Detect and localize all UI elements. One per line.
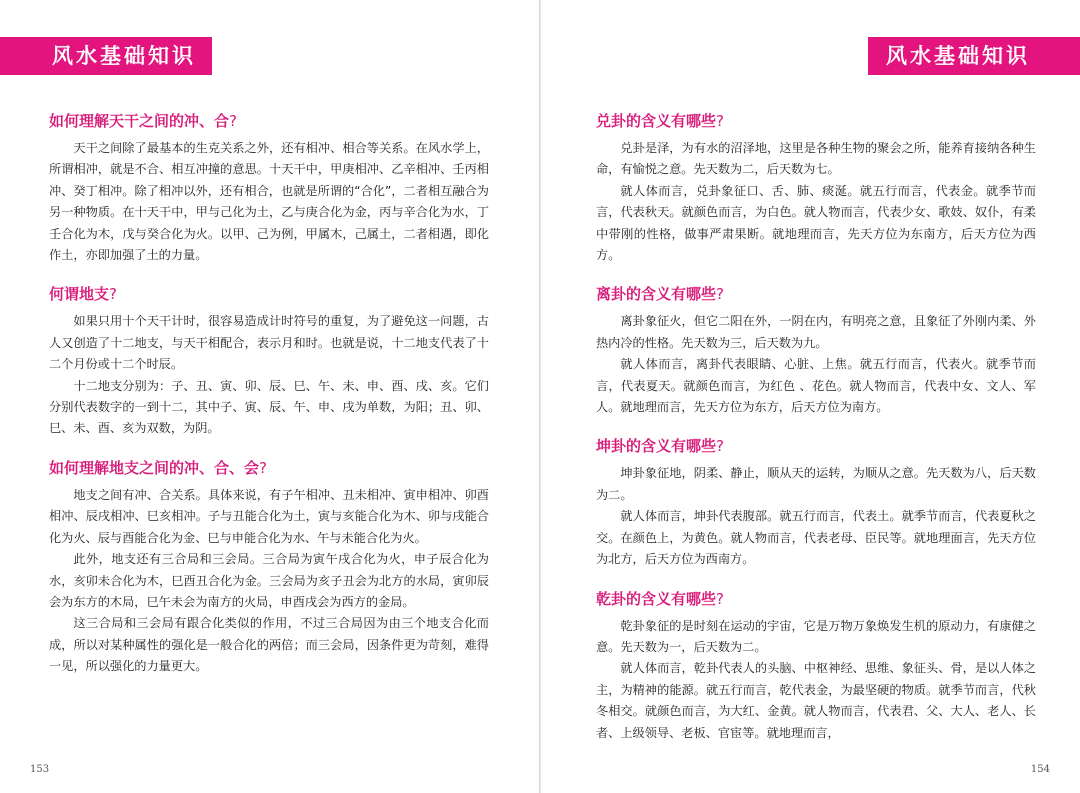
section-title: 离卦的含义有哪些? xyxy=(596,285,724,304)
chapter-banner: 风水基础知识 xyxy=(868,37,1080,75)
chapter-banner: 风水基础知识 xyxy=(0,37,212,75)
section-tiangan-chong-he xyxy=(49,110,489,266)
section-title: 坤卦的含义有哪些? xyxy=(596,437,724,456)
section-li-gua xyxy=(596,283,1036,418)
paragraph: 就人体而言，离卦代表眼睛、心脏、上焦。就五行而言，代表火。就季节而言，代表夏天。就颜色而言，为红色 、花色。就人物而言，代表中女、文人、军人。就地理而言，先天方位为东方，后天方位为南方。 xyxy=(596,357,1036,415)
left-page-content xyxy=(49,110,489,695)
page-number: 153 xyxy=(30,764,50,775)
section-title: 何谓地支? xyxy=(49,285,117,304)
paragraph: 如果只用十个天干计时，很容易造成计时符号的重复，为了避免这一问题，古人又创造了十二地支，与天干相配合，表示月和时。也就是说，十二地支代表了十二个月份或十二个时辰。 xyxy=(49,314,489,372)
right-page xyxy=(541,0,1080,793)
left-page xyxy=(0,0,539,793)
section-title: 如何理解天干之间的冲、合? xyxy=(49,112,237,130)
paragraph: 地支之间有冲、合关系。具体来说，有子午相冲、丑未相冲、寅申相冲、卯酉相冲、辰戌相冲、巳亥相冲。子与丑能合化为土，寅与亥能合化为木、卯与戌能合化为火、辰与酉能合化为金、巳与申能合化为水、午与未能合化为火。 xyxy=(49,487,489,545)
paragraph: 离卦象征火，但它二阳在外，一阴在内，有明亮之意，且象征了外刚内柔、外热内冷的性格。先天数为三，后天数为九。 xyxy=(596,314,1036,350)
paragraph: 此外，地支还有三合局和三会局。三合局为寅午戌合化为火，申子辰合化为水，亥卯未合化为木，巳酉丑合化为金。三会局为亥子丑会为北方的水局，寅卯辰会为东方的木局，巳午未会为南方的火局，申酉戌会为西方的金局。 xyxy=(49,552,489,609)
paragraph: 兑卦是泽，为有水的沼泽地，这里是各种生物的聚会之所，能养育接纳各种生命，有愉悦之意。先天数为二，后天数为七。 xyxy=(596,141,1036,177)
section-dui-gua xyxy=(596,110,1036,266)
section-dizhi-chong-he-hui xyxy=(49,457,489,678)
paragraph: 坤卦象征地，阴柔、静止，顺从天的运转，为顺从之意。先天数为八，后天数为二。 xyxy=(596,466,1036,502)
paragraph: 就人体而言，坤卦代表腹部。就五行而言，代表土。就季节而言，代表夏秋之交。在颜色上，为黄色。就人物而言，代表老母、臣民等。就地理面言，先天方位为北方，后天方位为西南方。 xyxy=(596,509,1036,567)
section-title: 如何理解地支之间的冲、合、会? xyxy=(49,458,267,477)
paragraph: 十二地支分别为：子、丑、寅、卯、辰、巳、午、未、申、酉、戌、亥。它们分别代表数字的一到十二，其中子、寅、辰、午、申、戌为单数，为阳；丑、卯、巳、未、酉、亥为双数，为阴。 xyxy=(49,378,489,436)
paragraph: 就人体而言，兑卦象征口、舌、肺、痰涎。就五行而言，代表金。就季节而言，代表秋天。就颜色而言，为白色。就人物而言，代表少女、歌妓、奴仆，有柔中带刚的性格，做事严肃果断。就地理而言，先天方位为东南方，后天方位为西方。 xyxy=(596,183,1036,263)
section-title: 兑卦的含义有哪些? xyxy=(596,112,724,130)
paragraph: 乾卦象征的是时刻在运动的宇宙，它是万物万象焕发生机的原动力，有康健之意。先天数为一，后天数为二。 xyxy=(596,618,1036,654)
section-qian-gua xyxy=(596,588,1036,744)
section-title: 乾卦的含义有哪些? xyxy=(596,589,724,608)
paragraph: 就人体而言，乾卦代表人的头脑、中枢神经、思维、象征头、骨，是以人体之主，为精神的能源。就五行而言，乾代表金，为最坚硬的物质。就季节而言，代秋冬相交。就颜色而言，为大红、金黄。就人物而言，代表君、父、大人、老人、长者、上级领导、老板、官宦等。就地理而言， xyxy=(596,661,1036,740)
section-dizhi xyxy=(49,283,489,439)
right-page-content xyxy=(596,110,1036,761)
paragraph: 天干之间除了最基本的生克关系之外，还有相冲、相合等关系。在风水学上，所谓相冲，就是不合、相互冲撞的意思。十天干中，甲庚相冲、乙辛相冲、壬丙相冲、癸丁相冲。除了相冲以外，还有相合，也就是所谓的“合化”，二者相互融合为另一种物质。在十天干中，甲与己化为土，乙与庚合化为金，丙与辛合化为水，丁壬合化为木，戊与癸合化为火。以甲、己为例，甲属木，己属土，二者相遇，即化作土，亦即加强了土的力量。 xyxy=(49,141,489,263)
section-kun-gua xyxy=(596,435,1036,570)
page-number: 154 xyxy=(1030,764,1050,775)
paragraph: 这三合局和三会局有跟合化类似的作用，不过三合局因为由三个地支合化而成，所以对某种属性的强化是一般合化的两倍；而三会局，因条件更为苛刻，难得一见，所以强化的力量更大。 xyxy=(49,616,489,674)
